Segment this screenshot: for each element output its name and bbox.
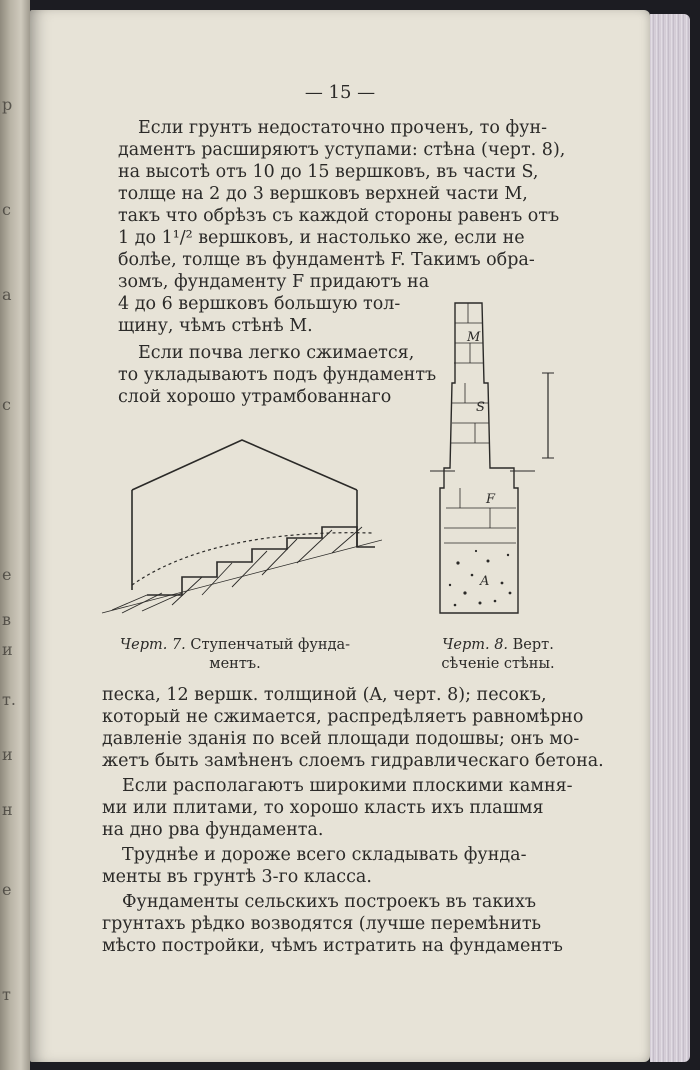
facing-page-fragment: р (2, 95, 13, 114)
facing-page-edge (0, 0, 30, 1070)
fig8-label-s: S (476, 400, 485, 415)
text-line: давленіе зданія по всей площади подошвы; онъ мо- (102, 729, 580, 749)
facing-page-fragment: т. (2, 690, 16, 709)
figure-7-caption-line1: Ступенчатый фунда- (190, 637, 351, 653)
text-line: Труднѣе и дороже всего складывать фунда- (122, 845, 527, 865)
text-line: щину, чѣмъ стѣнѣ M. (118, 316, 313, 336)
book-page (30, 10, 650, 1062)
page-number: — 15 — (304, 82, 376, 103)
text-line: Если грунтъ недостаточно проченъ, то фун- (138, 118, 548, 138)
facing-page-fragment: и (2, 745, 13, 764)
figure-7-stepped-foundation (92, 435, 382, 625)
text-line: мѣсто постройки, чѣмъ истратить на фундаментъ (102, 936, 563, 956)
text-line: такъ что обрѣзъ съ каждой стороны равенъ отъ (118, 206, 560, 226)
text-line: толще на 2 до 3 вершковъ верхней части M, (118, 184, 528, 204)
facing-page-fragment: е (2, 880, 12, 899)
text-line: даментъ расширяютъ уступами: стѣна (черт. 8), (118, 140, 566, 160)
text-line: 1 до 1¹/² вершковъ, и настолько же, если не (118, 228, 525, 248)
text-line: жетъ быть замѣненъ слоемъ гидравлическаго бетона. (102, 751, 604, 771)
text-line: 4 до 6 вершковъ большую тол- (118, 294, 401, 314)
facing-page-fragment: а (2, 285, 12, 304)
figure-8-caption-line2: сѣченіе стѣны. (441, 656, 555, 672)
facing-page-fragment: в (2, 610, 12, 629)
facing-page-fragment: и (2, 640, 13, 659)
figure-7-caption-line2: ментъ. (209, 656, 261, 672)
figure-8-caption-label: Черт. 8. (442, 637, 509, 653)
fig7-roof (132, 440, 357, 490)
fig8-label-f: F (486, 492, 496, 507)
facing-page-fragment: н (2, 800, 13, 819)
figure-8-wall-section (410, 293, 570, 633)
text-line: на высотѣ отъ 10 до 15 вершковъ, въ части S, (118, 162, 539, 182)
fig7-hatch (112, 527, 362, 613)
figure-8-caption-line1: Верт. (512, 637, 554, 653)
facing-page-fragment: е (2, 565, 12, 584)
text-line: менты въ грунтѣ 3-го класса. (102, 867, 372, 887)
text-line: слой хорошо утрамбованнаго (118, 387, 392, 407)
text-line: Если располагаютъ широкими плоскими камня- (122, 776, 573, 796)
text-line: который не сжимается, распредѣляетъ равномѣрно (102, 707, 584, 727)
text-line: песка, 12 вершк. толщиной (A, черт. 8); песокъ, (102, 685, 547, 705)
text-line: грунтахъ рѣдко возводятся (лучше перемѣнить (102, 914, 542, 934)
text-line: Если почва легко сжимается, (138, 343, 415, 363)
fig7-steps (147, 527, 375, 595)
figure-7-caption-label: Черт. 7. (119, 637, 186, 653)
text-line: болѣе, толще въ фундаментѣ F. Такимъ обра- (118, 250, 535, 270)
fig8-label-m: M (467, 330, 481, 345)
page-stack-edge (650, 14, 690, 1062)
text-line: зомъ, фундаменту F придаютъ на (118, 272, 430, 292)
text-line: Фундаменты сельскихъ построекъ въ такихъ (122, 892, 536, 912)
fig8-wall-outline (440, 303, 518, 613)
facing-page-fragment: т (2, 985, 11, 1004)
text-line: ми или плитами, то хорошо класть ихъ плашмя (102, 798, 544, 818)
text-line: на дно рва фундамента. (102, 820, 324, 840)
figure-8-caption (413, 636, 583, 674)
facing-page-fragment: с (2, 395, 11, 414)
facing-page-fragment: с (2, 200, 11, 219)
figure-7-caption (100, 636, 370, 674)
fig8-label-a: A (480, 574, 490, 589)
text-line: то укладываютъ подъ фундаментъ (118, 365, 437, 385)
